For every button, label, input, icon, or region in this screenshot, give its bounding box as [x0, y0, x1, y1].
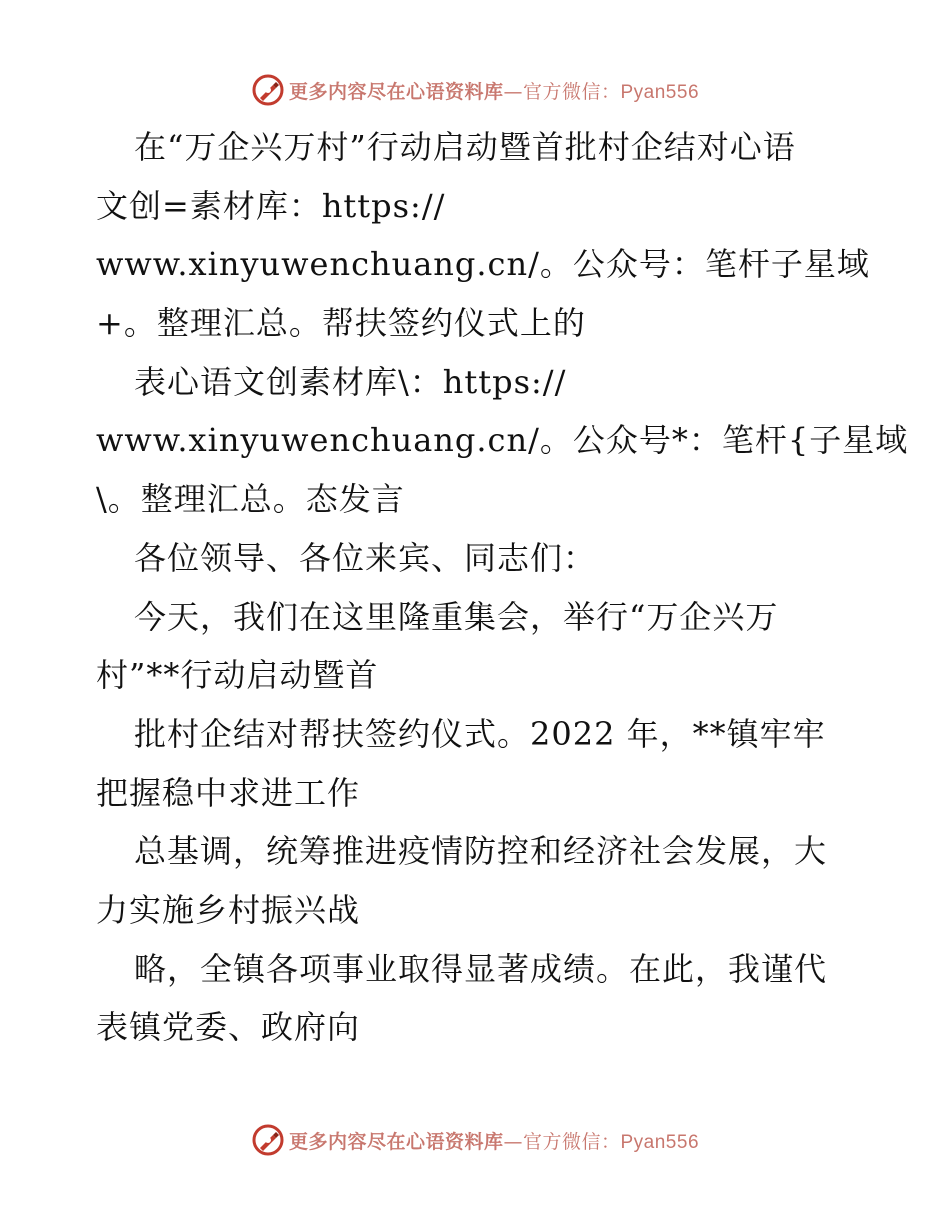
- text-line: 略，全镇各项事业取得显著成绩。在此，我谨代: [134, 949, 828, 988]
- watermark-text: [289, 1127, 699, 1154]
- footer-watermark: [0, 1120, 950, 1160]
- watermark-separator: —: [503, 80, 523, 103]
- pen-logo-icon: [251, 1123, 285, 1157]
- text-line: 总基调，统筹推进疫情防控和经济社会发展，大: [134, 832, 828, 871]
- document-body: [96, 118, 909, 1057]
- watermark-separator: —: [503, 1130, 523, 1153]
- text-line: 今天，我们在这里隆重集会，举行“万企兴万: [134, 597, 779, 636]
- text-line: 在“万企兴万村”行动启动暨首批村企结对心语: [134, 128, 796, 166]
- watermark-label: 官方微信：: [522, 1130, 621, 1153]
- watermark-main: 更多内容尽在心语资料库: [288, 80, 504, 103]
- text-line: www.xinyuwenchuang.cn/。公众号：笔杆子星域: [96, 245, 870, 284]
- header-watermark: [0, 70, 950, 110]
- text-line: 各位领导、各位来宾、同志们：: [134, 538, 597, 577]
- watermark-main: 更多内容尽在心语资料库: [288, 1130, 504, 1153]
- pen-logo-icon: [251, 73, 285, 107]
- text-line: 村”**行动启动暨首: [96, 656, 379, 695]
- text-line: 力实施乡村振兴战: [96, 890, 361, 929]
- text-line: 把握稳中求进工作: [96, 773, 361, 812]
- text-line: 文创=素材库：https://: [96, 186, 446, 225]
- watermark-text: [289, 77, 699, 104]
- text-line: +。整理汇总。帮扶签约仪式上的: [96, 304, 586, 343]
- text-line: 批村企结对帮扶签约仪式。2022 年，**镇牢牢: [134, 714, 826, 753]
- text-line: 表心语文创素材库\：https://: [134, 362, 567, 401]
- text-line: www.xinyuwenchuang.cn/。公众号*：笔杆{子星域: [96, 421, 909, 460]
- text-line: 表镇党委、政府向: [96, 1008, 361, 1047]
- watermark-wechat-id: Pyan556: [620, 1131, 700, 1153]
- text-line: \。整理汇总。态发言: [96, 480, 405, 519]
- watermark-wechat-id: Pyan556: [620, 81, 700, 103]
- watermark-label: 官方微信：: [522, 80, 621, 103]
